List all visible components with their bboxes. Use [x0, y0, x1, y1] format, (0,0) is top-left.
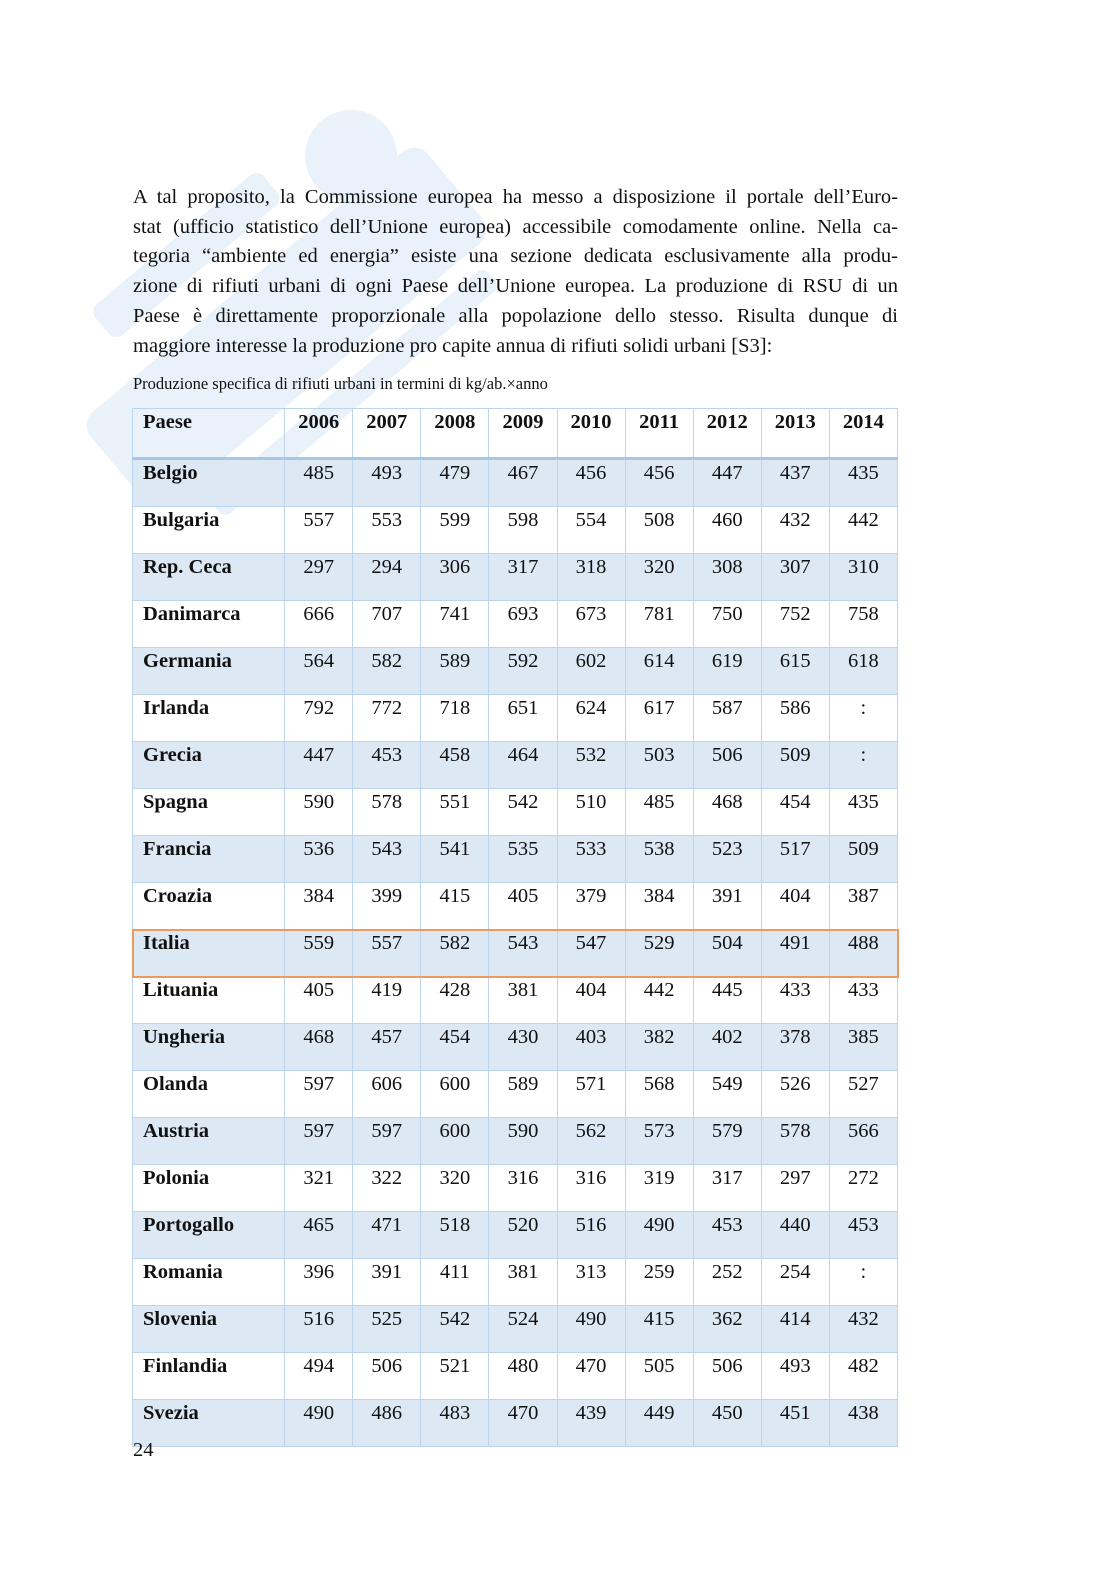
country-cell: Lituania: [133, 977, 285, 1024]
value-cell: 578: [353, 789, 421, 836]
value-cell: 381: [489, 1259, 557, 1306]
value-cell: 451: [761, 1400, 829, 1447]
column-header-year: 2012: [693, 409, 761, 459]
country-cell: Grecia: [133, 742, 285, 789]
value-cell: 491: [761, 930, 829, 977]
value-cell: 557: [353, 930, 421, 977]
value-cell: 566: [829, 1118, 897, 1165]
value-cell: 456: [625, 459, 693, 507]
paragraph-line: stat (ufficio statistico dell’Unione europea) accessibile comodamente online. Nella ca-: [133, 215, 898, 238]
value-cell: 384: [625, 883, 693, 930]
value-cell: 468: [693, 789, 761, 836]
value-cell: 447: [693, 459, 761, 507]
value-cell: 252: [693, 1259, 761, 1306]
country-cell: Portogallo: [133, 1212, 285, 1259]
value-cell: 752: [761, 601, 829, 648]
value-cell: 435: [829, 789, 897, 836]
value-cell: 405: [489, 883, 557, 930]
value-cell: 606: [353, 1071, 421, 1118]
table-row: [133, 930, 898, 977]
country-cell: Ungheria: [133, 1024, 285, 1071]
value-cell: 468: [285, 1024, 353, 1071]
country-cell: Finlandia: [133, 1353, 285, 1400]
table-row: [133, 1071, 898, 1118]
value-cell: 578: [761, 1118, 829, 1165]
value-cell: 505: [625, 1353, 693, 1400]
value-cell: 385: [829, 1024, 897, 1071]
paragraph-line: maggiore interesse la produzione pro capite annua di rifiuti solidi urbani [S3]:: [133, 334, 773, 357]
value-cell: 396: [285, 1259, 353, 1306]
table-row: [133, 1259, 898, 1306]
body-paragraph: [133, 183, 898, 361]
value-cell: 450: [693, 1400, 761, 1447]
value-cell: 313: [557, 1259, 625, 1306]
value-cell: 453: [693, 1212, 761, 1259]
table-row: [133, 1118, 898, 1165]
value-cell: 432: [829, 1306, 897, 1353]
value-cell: 493: [353, 459, 421, 507]
table-row: [133, 883, 898, 930]
value-cell: 490: [625, 1212, 693, 1259]
value-cell: 758: [829, 601, 897, 648]
value-cell: 415: [625, 1306, 693, 1353]
value-cell: 464: [489, 742, 557, 789]
value-cell: 433: [761, 977, 829, 1024]
country-cell: Bulgaria: [133, 507, 285, 554]
value-cell: :: [829, 695, 897, 742]
country-cell: Croazia: [133, 883, 285, 930]
value-cell: 597: [285, 1118, 353, 1165]
value-cell: 490: [557, 1306, 625, 1353]
value-cell: 624: [557, 695, 625, 742]
country-cell: Austria: [133, 1118, 285, 1165]
value-cell: 518: [421, 1212, 489, 1259]
value-cell: 320: [421, 1165, 489, 1212]
value-cell: 435: [829, 459, 897, 507]
value-cell: 516: [285, 1306, 353, 1353]
value-cell: 600: [421, 1071, 489, 1118]
value-cell: 458: [421, 742, 489, 789]
value-cell: 673: [557, 601, 625, 648]
value-cell: 297: [761, 1165, 829, 1212]
value-cell: 454: [761, 789, 829, 836]
column-header-country: Paese: [133, 409, 285, 459]
column-header-year: 2014: [829, 409, 897, 459]
value-cell: 485: [285, 459, 353, 507]
page-number: 24: [133, 1439, 154, 1461]
value-cell: 533: [557, 836, 625, 883]
value-cell: 508: [625, 507, 693, 554]
value-cell: 707: [353, 601, 421, 648]
value-cell: 415: [421, 883, 489, 930]
country-cell: Slovenia: [133, 1306, 285, 1353]
table-row: [133, 742, 898, 789]
value-cell: 445: [693, 977, 761, 1024]
paragraph-line: Paese è direttamente proporzionale alla popolazione dello stesso. Risulta dunque di: [133, 304, 898, 327]
table-row: [133, 836, 898, 883]
value-cell: 517: [761, 836, 829, 883]
value-cell: 449: [625, 1400, 693, 1447]
country-cell: Danimarca: [133, 601, 285, 648]
value-cell: 440: [761, 1212, 829, 1259]
value-cell: 543: [353, 836, 421, 883]
value-cell: 503: [625, 742, 693, 789]
value-cell: 532: [557, 742, 625, 789]
country-cell: Germania: [133, 648, 285, 695]
value-cell: 617: [625, 695, 693, 742]
table-row: [133, 1353, 898, 1400]
value-cell: 781: [625, 601, 693, 648]
value-cell: 465: [285, 1212, 353, 1259]
value-cell: 535: [489, 836, 557, 883]
value-cell: 308: [693, 554, 761, 601]
value-cell: 523: [693, 836, 761, 883]
value-cell: 586: [761, 695, 829, 742]
value-cell: 254: [761, 1259, 829, 1306]
value-cell: 453: [353, 742, 421, 789]
value-cell: 597: [285, 1071, 353, 1118]
country-cell: Polonia: [133, 1165, 285, 1212]
value-cell: 554: [557, 507, 625, 554]
value-cell: 317: [693, 1165, 761, 1212]
value-cell: 384: [285, 883, 353, 930]
value-cell: 666: [285, 601, 353, 648]
value-cell: :: [829, 742, 897, 789]
value-cell: 402: [693, 1024, 761, 1071]
value-cell: 320: [625, 554, 693, 601]
value-cell: 525: [353, 1306, 421, 1353]
value-cell: 482: [829, 1353, 897, 1400]
table-row: [133, 1306, 898, 1353]
value-cell: 538: [625, 836, 693, 883]
value-cell: :: [829, 1259, 897, 1306]
value-cell: 379: [557, 883, 625, 930]
value-cell: 318: [557, 554, 625, 601]
value-cell: 506: [353, 1353, 421, 1400]
value-cell: 536: [285, 836, 353, 883]
value-cell: 467: [489, 459, 557, 507]
value-cell: 582: [421, 930, 489, 977]
value-cell: 614: [625, 648, 693, 695]
value-cell: 504: [693, 930, 761, 977]
column-header-year: 2007: [353, 409, 421, 459]
country-cell: Rep. Ceca: [133, 554, 285, 601]
table-row: [133, 1212, 898, 1259]
value-cell: 294: [353, 554, 421, 601]
value-cell: 562: [557, 1118, 625, 1165]
value-cell: 599: [421, 507, 489, 554]
value-cell: 488: [829, 930, 897, 977]
value-cell: 310: [829, 554, 897, 601]
value-cell: 470: [489, 1400, 557, 1447]
value-cell: 589: [421, 648, 489, 695]
paragraph-line: tegoria “ambiente ed energia” esiste una sezione dedicata esclusivamente alla produ-: [133, 245, 898, 268]
value-cell: 741: [421, 601, 489, 648]
value-cell: 430: [489, 1024, 557, 1071]
value-cell: 509: [761, 742, 829, 789]
table-body: [133, 459, 898, 1447]
value-cell: 319: [625, 1165, 693, 1212]
value-cell: 564: [285, 648, 353, 695]
column-header-year: 2010: [557, 409, 625, 459]
value-cell: 454: [421, 1024, 489, 1071]
value-cell: 428: [421, 977, 489, 1024]
value-cell: 437: [761, 459, 829, 507]
value-cell: 792: [285, 695, 353, 742]
value-cell: 571: [557, 1071, 625, 1118]
value-cell: 316: [557, 1165, 625, 1212]
waste-production-table: [132, 408, 898, 1447]
value-cell: 557: [285, 507, 353, 554]
value-cell: 520: [489, 1212, 557, 1259]
value-cell: 521: [421, 1353, 489, 1400]
value-cell: 457: [353, 1024, 421, 1071]
table-row: [133, 695, 898, 742]
value-cell: 600: [421, 1118, 489, 1165]
value-cell: 553: [353, 507, 421, 554]
value-cell: 317: [489, 554, 557, 601]
table-row: [133, 601, 898, 648]
value-cell: 772: [353, 695, 421, 742]
value-cell: 485: [625, 789, 693, 836]
value-cell: 381: [489, 977, 557, 1024]
table-row: [133, 554, 898, 601]
country-cell: Belgio: [133, 459, 285, 507]
value-cell: 439: [557, 1400, 625, 1447]
value-cell: 411: [421, 1259, 489, 1306]
value-cell: 387: [829, 883, 897, 930]
value-cell: 470: [557, 1353, 625, 1400]
value-cell: 456: [557, 459, 625, 507]
value-cell: 453: [829, 1212, 897, 1259]
value-cell: 542: [421, 1306, 489, 1353]
value-cell: 479: [421, 459, 489, 507]
value-cell: 524: [489, 1306, 557, 1353]
value-cell: 259: [625, 1259, 693, 1306]
value-cell: 442: [829, 507, 897, 554]
value-cell: 527: [829, 1071, 897, 1118]
value-cell: 321: [285, 1165, 353, 1212]
country-cell: Irlanda: [133, 695, 285, 742]
value-cell: 573: [625, 1118, 693, 1165]
value-cell: 506: [693, 1353, 761, 1400]
value-cell: 404: [761, 883, 829, 930]
value-cell: 399: [353, 883, 421, 930]
table-row: [133, 1400, 898, 1447]
value-cell: 414: [761, 1306, 829, 1353]
value-cell: 403: [557, 1024, 625, 1071]
value-cell: 307: [761, 554, 829, 601]
table-row: [133, 1165, 898, 1212]
table-row: [133, 507, 898, 554]
value-cell: 529: [625, 930, 693, 977]
country-cell: Svezia: [133, 1400, 285, 1447]
value-cell: 404: [557, 977, 625, 1024]
value-cell: 547: [557, 930, 625, 977]
value-cell: 542: [489, 789, 557, 836]
value-cell: 541: [421, 836, 489, 883]
table-caption: Produzione specifica di rifiuti urbani in termini di kg/ab.×anno: [133, 374, 548, 393]
value-cell: 597: [353, 1118, 421, 1165]
value-cell: 306: [421, 554, 489, 601]
value-cell: 432: [761, 507, 829, 554]
value-cell: 750: [693, 601, 761, 648]
value-cell: 592: [489, 648, 557, 695]
value-cell: 362: [693, 1306, 761, 1353]
value-cell: 579: [693, 1118, 761, 1165]
column-header-year: 2013: [761, 409, 829, 459]
value-cell: 494: [285, 1353, 353, 1400]
value-cell: 405: [285, 977, 353, 1024]
value-cell: 559: [285, 930, 353, 977]
value-cell: 509: [829, 836, 897, 883]
value-cell: 551: [421, 789, 489, 836]
value-cell: 382: [625, 1024, 693, 1071]
table-row: [133, 1024, 898, 1071]
table-row: [133, 977, 898, 1024]
value-cell: 322: [353, 1165, 421, 1212]
value-cell: 602: [557, 648, 625, 695]
value-cell: 526: [761, 1071, 829, 1118]
country-cell: Romania: [133, 1259, 285, 1306]
value-cell: 447: [285, 742, 353, 789]
value-cell: 419: [353, 977, 421, 1024]
value-cell: 543: [489, 930, 557, 977]
value-cell: 598: [489, 507, 557, 554]
value-cell: 316: [489, 1165, 557, 1212]
value-cell: 506: [693, 742, 761, 789]
value-cell: 549: [693, 1071, 761, 1118]
value-cell: 391: [693, 883, 761, 930]
value-cell: 590: [489, 1118, 557, 1165]
value-cell: 516: [557, 1212, 625, 1259]
value-cell: 438: [829, 1400, 897, 1447]
value-cell: 486: [353, 1400, 421, 1447]
column-header-year: 2006: [285, 409, 353, 459]
table-row: [133, 459, 898, 507]
value-cell: 378: [761, 1024, 829, 1071]
value-cell: 589: [489, 1071, 557, 1118]
table-row: [133, 789, 898, 836]
value-cell: 480: [489, 1353, 557, 1400]
value-cell: 568: [625, 1071, 693, 1118]
value-cell: 651: [489, 695, 557, 742]
paragraph-line: zione di rifiuti urbani di ogni Paese dell’Unione europea. La produzione di RSU di un: [133, 275, 898, 298]
table-row: [133, 648, 898, 695]
paragraph-line: A tal proposito, la Commissione europea ha messo a disposizione il portale dell’Euro-: [133, 186, 898, 208]
value-cell: 587: [693, 695, 761, 742]
column-header-year: 2011: [625, 409, 693, 459]
value-cell: 718: [421, 695, 489, 742]
value-cell: 471: [353, 1212, 421, 1259]
column-header-year: 2008: [421, 409, 489, 459]
value-cell: 442: [625, 977, 693, 1024]
country-cell: Francia: [133, 836, 285, 883]
value-cell: 391: [353, 1259, 421, 1306]
value-cell: 615: [761, 648, 829, 695]
column-header-year: 2009: [489, 409, 557, 459]
value-cell: 490: [285, 1400, 353, 1447]
country-cell: Spagna: [133, 789, 285, 836]
value-cell: 297: [285, 554, 353, 601]
country-cell: Italia: [133, 930, 285, 977]
value-cell: 493: [761, 1353, 829, 1400]
value-cell: 483: [421, 1400, 489, 1447]
value-cell: 460: [693, 507, 761, 554]
value-cell: 582: [353, 648, 421, 695]
country-cell: Olanda: [133, 1071, 285, 1118]
value-cell: 619: [693, 648, 761, 695]
value-cell: 693: [489, 601, 557, 648]
value-cell: 272: [829, 1165, 897, 1212]
value-cell: 590: [285, 789, 353, 836]
value-cell: 433: [829, 977, 897, 1024]
table-header-row: [133, 409, 898, 459]
value-cell: 510: [557, 789, 625, 836]
value-cell: 618: [829, 648, 897, 695]
